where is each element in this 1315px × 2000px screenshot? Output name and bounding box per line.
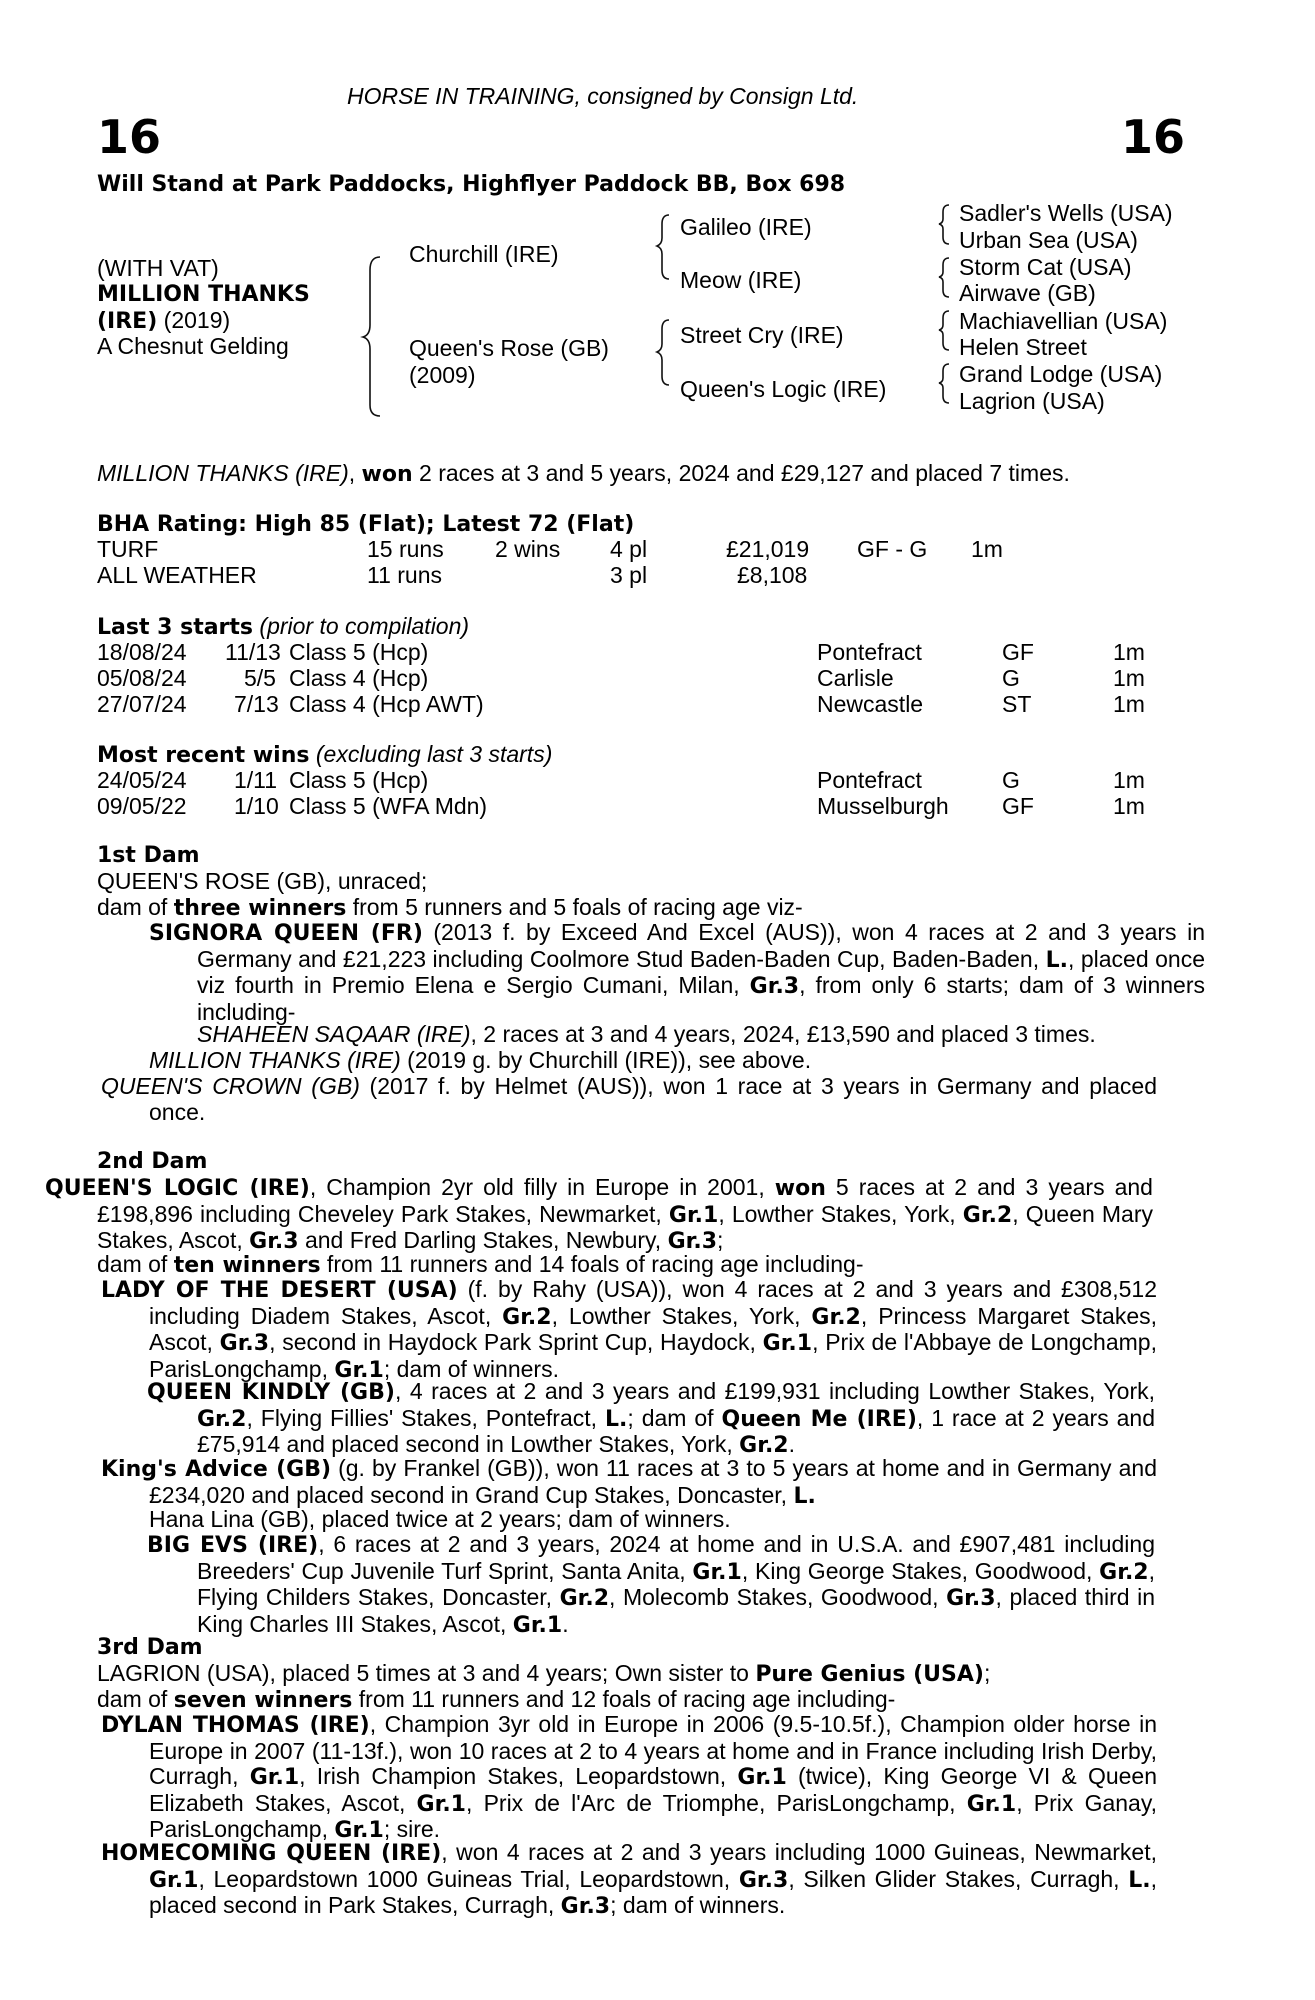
- rating-wins: 2 wins: [495, 536, 561, 562]
- text: ; dam of winners.: [383, 1355, 559, 1382]
- start-distance: 1m: [1113, 691, 1145, 717]
- produce-name: SIGNORA QUEEN (FR): [149, 921, 423, 946]
- vat-note: (WITH VAT): [97, 255, 219, 281]
- group-tag: Gr.3: [249, 1229, 299, 1255]
- pedigree-dss: Machiavellian (USA): [959, 308, 1168, 334]
- produce-queen-kindly: [147, 1378, 1156, 1459]
- group-tag: Gr.1: [512, 1612, 563, 1638]
- text: 5 races at 2 and 3 years and £198,896 including Cheveley Park Stakes, Newmarket,: [97, 1174, 1153, 1227]
- summary-comma: ,: [348, 460, 362, 486]
- pedigree-dam-dam: Queen's Logic (IRE): [680, 376, 887, 402]
- second-dam-record: [45, 1174, 1153, 1255]
- text: , Flying Fillies' Stakes, Pontefract,: [246, 1404, 605, 1431]
- win-date: 24/05/24: [97, 767, 187, 793]
- start-class: Class 4 (Hcp): [289, 665, 429, 691]
- text: , placed third in King Charles III Stakes, Ascot,: [197, 1584, 1156, 1637]
- dam-name: QUEEN'S LOGIC (IRE): [45, 1176, 310, 1201]
- text: , Princess Margaret Stakes, Ascot,: [149, 1302, 1157, 1356]
- second-dam-heading: 2nd Dam: [97, 1149, 208, 1174]
- stand-location: Will Stand at Park Paddocks, Highflyer Paddock BB, Box 698: [97, 172, 846, 197]
- text: , Queen Mary Stakes, Ascot,: [97, 1200, 1153, 1254]
- win-position: 1/10: [234, 793, 279, 819]
- start-date: 27/07/24: [97, 691, 187, 717]
- group-tag: Gr.3: [946, 1586, 996, 1612]
- brace-dam: [657, 320, 669, 385]
- start-class: Class 5 (Hcp): [289, 639, 429, 665]
- produce-homecoming-queen: [101, 1839, 1157, 1920]
- summary-won: won: [361, 462, 413, 487]
- text: (twice), King George VI & Queen Elizabeth Stakes, Ascot,: [149, 1763, 1158, 1816]
- rating-money: £21,019: [726, 536, 810, 562]
- text: , Prix de l'Arc de Triomphe, ParisLongchamp,: [465, 1789, 967, 1816]
- produce-name: DYLAN THOMAS (IRE): [101, 1713, 370, 1738]
- text: , Lowther Stakes, York,: [551, 1302, 812, 1329]
- text: , Champion 2yr old filly in Europe in 2001,: [309, 1174, 775, 1200]
- group-tag: Gr.3: [560, 1894, 611, 1920]
- winners-count: seven winners: [173, 1688, 353, 1713]
- listed-tag: L.: [1045, 947, 1068, 973]
- brace-queens-logic: [939, 364, 949, 403]
- summary-rest: 2 races at 3 and 5 years, 2024 and £29,127 and placed 7 times.: [412, 460, 1070, 486]
- produce-dylan-thomas: [101, 1711, 1158, 1844]
- start-position: 5/5: [244, 665, 276, 691]
- text: , placed second in Park Stakes, Curragh,: [149, 1865, 1157, 1919]
- text: , Molecomb Stakes, Goodwood,: [609, 1584, 947, 1611]
- produce-name: HOMECOMING QUEEN (IRE): [101, 1841, 442, 1866]
- text: ;: [717, 1227, 724, 1254]
- first-dam-produce: [97, 895, 803, 922]
- group-tag: Gr.1: [149, 1867, 199, 1893]
- rating-money: £8,108: [737, 562, 808, 588]
- horse-year: (2019): [157, 307, 231, 333]
- horse-name: MILLION THANKS: [97, 282, 310, 307]
- produce-signora-queen: [149, 920, 1205, 1025]
- produce-hana-lina: Hana Lina (GB), placed twice at 2 years; dam of winners.: [149, 1506, 731, 1532]
- text: , Prix de l'Abbaye de Longchamp, ParisLongchamp,: [149, 1329, 1157, 1382]
- text: dam of: [97, 1251, 174, 1277]
- pedigree-ssd: Urban Sea (USA): [959, 227, 1138, 253]
- third-dam-produce: [97, 1687, 895, 1714]
- text: , Silken Glider Stakes, Curragh,: [788, 1865, 1129, 1892]
- rating-distance: 1m: [971, 536, 1003, 562]
- produce-name: King's Advice (GB): [101, 1457, 332, 1482]
- winners-count: ten winners: [173, 1253, 321, 1278]
- produce-name: Queen Me (IRE): [721, 1406, 917, 1432]
- text: ; dam of winners.: [610, 1892, 786, 1919]
- group-tag: Gr.1: [737, 1765, 787, 1791]
- win-course: Pontefract: [817, 767, 922, 793]
- recent-wins-note: (excluding last 3 starts): [309, 741, 553, 767]
- start-course: Pontefract: [817, 639, 922, 665]
- text: ; sire.: [383, 1816, 441, 1843]
- produce-big-evs: [147, 1531, 1156, 1638]
- bha-rating-heading: BHA Rating: High 85 (Flat); Latest 72 (Flat): [97, 512, 635, 537]
- rating-runs: 11 runs: [367, 562, 443, 588]
- text: from 5 runners and 5 foals of racing age viz-: [346, 894, 803, 920]
- group-tag: Gr.2: [811, 1304, 861, 1330]
- text: , from only 6 starts; dam of 3 winners including-: [197, 972, 1205, 1025]
- text: , Irish Champion Stakes, Leopardstown,: [299, 1763, 738, 1790]
- group-tag: Gr.2: [502, 1304, 552, 1330]
- win-class: Class 5 (WFA Mdn): [289, 793, 488, 819]
- win-course: Musselburgh: [817, 793, 949, 819]
- produce-name: MILLION THANKS (IRE): [149, 1047, 401, 1073]
- pedigree-dam-year: (2009): [409, 362, 476, 388]
- win-going: G: [1002, 767, 1020, 793]
- text: ;: [983, 1660, 991, 1686]
- text: , 2 races at 3 and 4 years, 2024, £13,590 and placed 3 times.: [470, 1021, 1096, 1047]
- race-summary: [97, 461, 1070, 488]
- group-tag: Gr.2: [962, 1202, 1013, 1228]
- winners-count: three winners: [173, 896, 347, 921]
- group-tag: Gr.3: [738, 1867, 789, 1893]
- produce-queens-crown: [101, 1073, 1157, 1125]
- listed-tag: L.: [1128, 1867, 1151, 1893]
- pedigree-ddd: Lagrion (USA): [959, 388, 1105, 414]
- group-tag: Gr.1: [334, 1357, 384, 1383]
- horse-description: A Chesnut Gelding: [97, 333, 289, 359]
- catalogue-title: HORSE IN TRAINING, consigned by Consign Ltd.: [347, 83, 859, 109]
- text: dam of: [97, 894, 174, 920]
- group-tag: Gr.2: [1099, 1559, 1149, 1585]
- pedigree-dam: Queen's Rose (GB): [409, 335, 609, 361]
- group-tag: Gr.3: [667, 1229, 718, 1255]
- text: , 6 races at 2 and 3 years, 2024 at home and in U.S.A. and £907,481 including Breeders' Cup Juvenile Turf Sprint, Santa Anita,: [197, 1531, 1155, 1584]
- group-tag: Gr.1: [966, 1791, 1017, 1817]
- group-tag: Gr.1: [249, 1765, 300, 1791]
- produce-name: Pure Genius (USA): [755, 1662, 984, 1687]
- group-tag: Gr.2: [197, 1406, 247, 1432]
- start-course: Carlisle: [817, 665, 894, 691]
- text: , won 4 races at 2 and 3 years including 1000 Guineas, Newmarket,: [441, 1839, 1157, 1865]
- produce-million-thanks: [149, 1048, 811, 1074]
- text: , placed once viz fourth in Premio Elena e Sergio Cumani, Milan,: [197, 945, 1205, 999]
- first-dam-line: QUEEN'S ROSE (GB), unraced;: [97, 868, 428, 894]
- third-dam-heading: 3rd Dam: [97, 1635, 203, 1660]
- text: , Prix Ganay, ParisLongchamp,: [149, 1789, 1158, 1843]
- text: and Fred Darling Stakes, Newbury,: [298, 1227, 668, 1254]
- start-position: 11/13: [225, 639, 281, 665]
- text: ; dam of: [627, 1404, 722, 1431]
- pedigree-sire-dam: Meow (IRE): [680, 267, 802, 293]
- rating-going: GF - G: [857, 536, 928, 562]
- third-dam-line: [97, 1661, 990, 1688]
- start-going: GF: [1002, 639, 1034, 665]
- group-tag: Gr.1: [668, 1202, 719, 1228]
- pedigree-sds: Storm Cat (USA): [959, 254, 1132, 280]
- text: LAGRION (USA), placed 5 times at 3 and 4 years; Own sister to: [97, 1660, 756, 1686]
- summary-horse-name: MILLION THANKS (IRE): [97, 460, 349, 486]
- group-tag: Gr.1: [416, 1791, 466, 1817]
- pedigree-dsd: Helen Street: [959, 334, 1087, 360]
- rating-placed: 4 pl: [610, 536, 648, 562]
- start-position: 7/13: [234, 691, 279, 717]
- listed-tag: L.: [793, 1483, 816, 1509]
- recent-wins-title: Most recent wins: [97, 743, 310, 768]
- start-course: Newcastle: [817, 691, 924, 717]
- start-going: ST: [1002, 691, 1032, 717]
- win-going: GF: [1002, 793, 1034, 819]
- produce-name: BIG EVS (IRE): [147, 1533, 319, 1558]
- pedigree-sss: Sadler's Wells (USA): [959, 200, 1173, 226]
- rating-placed: 3 pl: [610, 562, 648, 588]
- last3-title: Last 3 starts: [97, 615, 254, 640]
- group-tag: Gr.1: [762, 1331, 813, 1357]
- group-tag: Gr.2: [739, 1433, 789, 1459]
- won-label: won: [774, 1176, 826, 1201]
- text: , 1 race at 2 years and £75,914 and placed second in Lowther Stakes, York,: [197, 1404, 1156, 1458]
- group-tag: Gr.1: [334, 1818, 384, 1844]
- group-tag: Gr.3: [219, 1331, 270, 1357]
- start-distance: 1m: [1113, 665, 1145, 691]
- win-date: 09/05/22: [97, 793, 187, 819]
- text: (2019 g. by Churchill (IRE)), see above.: [400, 1047, 812, 1073]
- listed-tag: L.: [604, 1406, 628, 1432]
- second-dam-produce: [97, 1252, 864, 1279]
- produce-name: QUEEN'S CROWN (GB): [101, 1073, 360, 1099]
- win-distance: 1m: [1113, 767, 1145, 793]
- text: from 11 runners and 14 foals of racing age including-: [320, 1251, 864, 1277]
- produce-name: SHAHEEN SAQAAR (IRE): [197, 1021, 471, 1047]
- lot-number-right: 16: [1121, 110, 1186, 164]
- produce-lady-of-the-desert: [101, 1276, 1157, 1383]
- group-tag: Gr.1: [692, 1559, 742, 1585]
- text: (2013 f. by Exceed And Excel (AUS)), won 4 races at 2 and 3 years in Germany and £21,223 including Coolmore Stud Baden-Baden Cup, Baden-Baden,: [197, 919, 1205, 972]
- pedigree-dam-sire: Street Cry (IRE): [680, 322, 844, 348]
- text: .: [788, 1431, 795, 1458]
- brace-sire: [657, 215, 669, 279]
- group-tag: Gr.2: [559, 1586, 610, 1612]
- text: , 4 races at 2 and 3 years and £199,931 including Lowther Stakes, York,: [394, 1378, 1155, 1404]
- text: , Champion 3yr old in Europe in 2006 (9.5-10.5f.), Champion older horse in Europe in 2007 (11-13f.), won 10 races at 2 to 4 years at home and in France including Irish Derby, Curragh,: [149, 1711, 1157, 1790]
- produce-name: LADY OF THE DESERT (USA): [101, 1278, 458, 1303]
- brace-galileo: [939, 205, 949, 244]
- start-date: 18/08/24: [97, 639, 187, 665]
- text: , Leopardstown 1000 Guineas Trial, Leopardstown,: [198, 1865, 739, 1892]
- win-distance: 1m: [1113, 793, 1145, 819]
- recent-wins-heading: [97, 742, 552, 769]
- win-class: Class 5 (Hcp): [289, 767, 429, 793]
- start-going: G: [1002, 665, 1020, 691]
- last3-note: (prior to compilation): [253, 613, 470, 639]
- brace-main: [363, 257, 380, 416]
- rating-runs: 15 runs: [367, 536, 444, 562]
- produce-shaheen-saqaar: [197, 1022, 1096, 1048]
- group-tag: Gr.3: [749, 974, 800, 1000]
- pedigree-sire: Churchill (IRE): [409, 241, 559, 267]
- pedigree-sdd: Airwave (GB): [959, 280, 1096, 306]
- lot-number-left: 16: [97, 110, 162, 164]
- text: (g. by Frankel (GB)), won 11 races at 3 to 5 years at home and in Germany and £234,020 and placed second in Grand Cup Stakes, Doncaster,: [149, 1455, 1157, 1508]
- text: , second in Haydock Park Sprint Cup, Haydock,: [269, 1329, 763, 1356]
- text: .: [562, 1610, 569, 1637]
- first-dam-heading: 1st Dam: [97, 843, 200, 868]
- start-class: Class 4 (Hcp AWT): [289, 691, 484, 717]
- win-position: 1/11: [234, 767, 278, 793]
- start-date: 05/08/24: [97, 665, 187, 691]
- text: (2017 f. by Helmet (AUS)), won 1 race at 3 years in Germany and placed once.: [149, 1073, 1157, 1125]
- start-distance: 1m: [1113, 639, 1145, 665]
- text: dam of: [97, 1686, 174, 1712]
- text: from 11 runners and 12 foals of racing age including-: [352, 1686, 896, 1712]
- text: , Lowther Stakes, York,: [718, 1200, 963, 1227]
- last3-heading: [97, 614, 469, 641]
- rating-surface: ALL WEATHER: [97, 562, 257, 588]
- rating-surface: TURF: [97, 536, 159, 562]
- pedigree-dds: Grand Lodge (USA): [959, 361, 1163, 387]
- produce-kings-advice: [101, 1455, 1157, 1509]
- brace-street-cry: [939, 311, 949, 350]
- horse-origin: (IRE): [97, 309, 158, 334]
- text: , Flying Childers Stakes, Doncaster,: [197, 1557, 1155, 1611]
- text: (f. by Rahy (USA)), won 4 races at 2 and 3 years and £308,512 including Diadem Stakes, Ascot,: [149, 1276, 1157, 1329]
- produce-name: QUEEN KINDLY (GB): [147, 1380, 395, 1405]
- pedigree-braces: [97, 200, 1057, 400]
- brace-meow: [939, 258, 949, 297]
- pedigree-sire-sire: Galileo (IRE): [680, 214, 812, 240]
- text: , King George Stakes, Goodwood,: [741, 1557, 1100, 1584]
